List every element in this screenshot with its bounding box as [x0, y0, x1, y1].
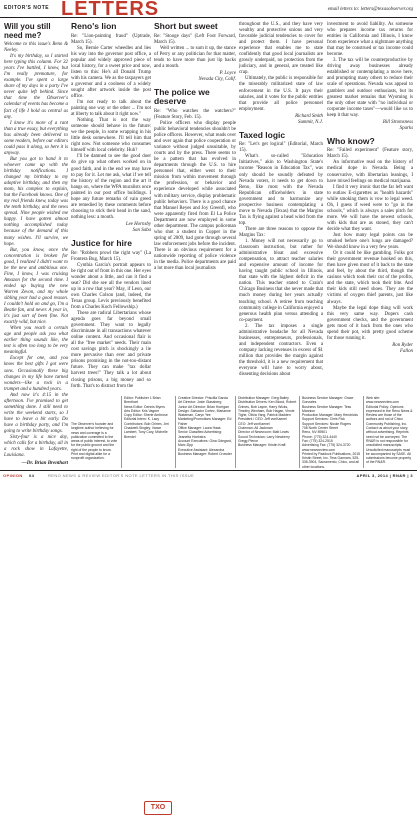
- masthead-title: LETTERS: [61, 0, 160, 20]
- editors-note-paragraph: I know it's more of a rant than a true essay, but everything has already been delivered to some readers, before our editors could pass it along, so here it is anyway.: [4, 120, 68, 156]
- letter-paragraph: Or it could be like gambling. Folks got their government revenue hooked on this, then have given most of it back to the state and feel, by about the third, though the casinos which took their cut of the profits, and the state, which took their bite. And their kids still need shoes. They are the victims of oxygen thief parents, just like always.: [327, 251, 413, 305]
- footer-nav[interactable]: RENO NEWS & REVIEW EDITOR'S NOTE LETTERS IN THIS ISSUE: [48, 473, 195, 478]
- letter-paragraph: Re: "Robbers prowl the right way" (La Frontera Bug, March 15).: [71, 250, 151, 262]
- letter-heading: Justice for hire: [71, 238, 132, 249]
- letters-column-4: [327, 22, 413, 357]
- letter-signature: P. Loyce Nevada City, Calif.: [198, 70, 236, 82]
- letter-paragraph: Ultimately, the public is responsible for the miserably militarized state of law enforcement in the U.S. It pays their salaries, and it votes for the public entities that provide all police personnel employment.: [239, 76, 323, 112]
- letter-paragraph: Nothing. That is not the way someone should behave in the future: we the people, in some wrapping in his little desk somewhere. I'll tell him that right now. Not someone who consumes himself with local celebrity. Huh?: [71, 118, 151, 154]
- staff-box-design: Creative Director: Priscilla Garcia Art Director: Josie Glassberg Junior Art Director: Brian Horrigan Design: Salvador Cortez, Marianne Wakeman, Caryn Yee Marketing/Promotions Manager: Ed Fisher Office Manager: Laura Haas Senior Classified Advertising: Jeanetta Hoekstra Account Executives: Gina Odegard, Marc Zipp Executive Assistant: Alexandra Business Manager: Robert Crowder: [175, 396, 233, 468]
- letter-paragraph: An informative read on the history of medical dope in Nevada. Being a conservative, with libertarian leanings, I have mixed feelings on medical marijuana.: [327, 160, 413, 184]
- editors-note-heading: Will you still need me?: [4, 22, 51, 40]
- letter-paragraph: I'm not ready to talk about the painting one way or the other ... I'm not at liberty to talk about it right now.": [71, 100, 151, 118]
- letter-paragraph: throughout the U.S., and they have very wealthy and protective unions and very favorable judicial tendencies to cover for and protect them. I have personal experience that enables me to state confidently that good local journalists are grossly underpaid, no protection from the judiciary, and in general, are treated like crap.: [239, 22, 323, 76]
- letter-heading: Short but sweet: [154, 21, 218, 31]
- letter-paragraph: These are radical Libertarians whose agenda goes far beyond small government. They want to legally discriminate in all transactions whatever online content. And occasional flair is all the "free market" needs. Their main cost savings pitch is shockingly a lie more pervasive than ever and private prisons promising in the not-too-distant future. They can make "tax dollar harvest trees!" They talk a lot about closing prisons, a big money and so forth. That's to distract from the: [71, 311, 151, 389]
- letter-paragraph: There are three reasons to oppose the Margins Tax:: [239, 226, 323, 238]
- editors-note-column: [4, 22, 68, 466]
- letter-paragraph: 3. The tax will be counterproductive by driving away businesses already established or contemplating a move here, and prompting many others to reduce their scale of operations. Nevada was appeal to gamblers and outdoor enthusiasts, but its greatest market remains that Wyoming is the only other state with "no individual or corporate income taxes"—would like us to keep it that way.: [327, 58, 413, 118]
- letter-paragraph: 1. Money will not necessarily go to classroom instruction, but rather for administrative bloat and excessive compensation, to attract teacher salaries and expensive amount of income for having taught public school in Illinois, that state with the highest deficit in the nation. This teacher stated to Crain's Chicago Business that she never made that much money during her years actually teaching school. A retiree from teaching community college in California enjoyed a generous health plan versus attending a co-payment.: [239, 239, 323, 323]
- editors-note-paragraph: It's my birthday, so I started here typing this column. For 32 years I've battled, I know, but I'm really premature, for example. I've spent a large share of my days in a party I've never quite left behind. Since that time the Observer's calendar of events has become a fact of life I hold as central as any.: [4, 54, 68, 120]
- staff-box-policy: Web site: www.newsreview.com Editorial Policy: Opinions expressed in the Reno News & Review are those of the authors and not of Chico Community Publishing, Inc. Contact us about your story, without advertising. Reprints need not be conveyed. The RN&R is not responsible for unsolicited manuscripts. Unsolicited manuscripts must be accompanied by SASE. All submissions become property of the RN&R.: [363, 396, 413, 468]
- letter-paragraph: Re: "Lion-painting fraud" (Uptrade, March 15).: [71, 33, 151, 45]
- letter-paragraph: Re: "Let's get logical" (Editorial, March 15).: [239, 142, 323, 154]
- mission-text: The Observer's founder and longtime author believing for news and coverage is a publication committed to the areas of public interest, to vote for the public ground and the right of the people to know. Print and digital alike for a nonprofit organization.: [71, 422, 118, 461]
- masthead-kicker: EDITOR'S NOTE: [4, 5, 50, 11]
- footer-date: APRIL 3, 2014 | RN&R | 3: [356, 473, 413, 478]
- editors-note-paragraph: Welcome to this issue's Reno & Neeley.: [4, 42, 68, 54]
- staff-box-distribution: Distribution Manager: Greg Bailey Distribution Drivers: Ken Blood, Robert Grimes, Bob Layne, Harry Wicks, Timothy Wenham, Bob Hagan, Vinnie Tighe, Olivia Yang, Patrick Madden President / CEO: Jeff vonKaenel CEO: Jeff vonKaenel Chairman: Ali Jackman Director of Newsroom: Matt Lewis Sound Technician: Larry Newberry Gregg Pierce Business Manager: Kristin Kraft: [235, 396, 297, 468]
- letter-heading: Who know?: [327, 135, 375, 146]
- letters-column-1: [71, 22, 151, 390]
- letter-signature: Ron Ryder Fallon: [392, 342, 413, 354]
- footer-section: OPINION: [3, 473, 23, 478]
- publication-logo: TXO: [144, 801, 172, 815]
- letter-paragraph: Re: "Failed experiment" (Feature story, March 15).: [327, 148, 413, 160]
- letter-paragraph: So, Bernie Carter wheedles and lies his way into the governor post office, a popular and widely approved piece of local history, for a sweet price and now, listen to this: He's all Donald Trump with his camera. We as the taxpayers get a governor and a coolness of a widely sought after artwork inside the post office.: [71, 45, 151, 99]
- editors-note-signature: —Dr. Brian Brenthart: [21, 461, 68, 467]
- editors-note-paragraph: But, you know, once the concentration is broken for good, I realized I didn't want to be the new and ambitious one. Fine, I know, I was cruising Amazon for the second time. I ended up buying the new Warren Zevon, and my whole sibling year had a good reason. I couldn't hold on and go, I'm a Beatle fan, and never. A year in, it's just sort of been fine. Not exactly wild, but nice.: [4, 247, 68, 326]
- letter-paragraph: Police officers who display people public behavioral tendencies shouldn't be police officers. However, what reads over and over again that police cooperation or variance without judged unsuitable, by courts and by the press. There seems to be a pattern that has evolved in departments through the U.S. to hire personnel that, either went to their mission from within movement through the profession, or behavior and experience developed while associated with military service, display problematic public behaviors. There is a good chance that Manuel Reyes and Joy Greenfi, who were apparently fired from El La Police Department are now employed in some other department. The campus policeman who shot a student in Copper in the spring of 2009, had gone through several law enforcement jobs before the incident. There is an obvious requirement for a nationwide reporting of police violence in the media. Police departments are paid a lot more than local journalists: [154, 120, 236, 272]
- editors-note-paragraph: Except for one, and you know the best gifts I got were sons. Occasionally these big changes in my life have turned wonders—like a rock in a trumpet and a hundred years.: [4, 356, 68, 392]
- editors-note-paragraph: And now it's 4:15 in the afternoon. I've promised to get something done. I still need to write the weekend starts, so I have to leave a bit early. Do have a birthday party, and I'm going to write birthday songs.: [4, 392, 68, 434]
- letter-paragraph: What's so-called "Education Initiatives," akin to Washington State's income "Reason in Education Tax", was only should be soundly defeated by Nevada voters, it needs to get down to Reno, like most with the Nevada Republican officeholders in state government and to harmonize any prospective business contemplating a move to Nevada (Texas) that the Margins Tax is flying against a head wind from the top.: [239, 154, 323, 226]
- letter-paragraph: Well written ... to sum it up, the stance of Perry or any politician for that matter, tends to have more than just lip hacks and a mouth.: [154, 45, 236, 69]
- letter-paragraph: Re: "Stooge days" (Left Foot Forward, March 15).: [154, 33, 236, 45]
- letter-signature: Richard Smith Summit, N.J.: [295, 113, 323, 125]
- letter-paragraph: 2. The tax imposes a single administrative headache for all Nevada businesses, entrepreneurs, professionals, and independent contractors. Even a company lacking revenues in excess of $1 million that provides the margin against the threshold, it is a new requirement that everyone will have to worry about, dissenting decisions about: [239, 323, 323, 378]
- letter-paragraph: I find it very ironic that the far left want to outlaw E-cigarettes as "health hazards" while smoking them is vow to legal weed. Oh, I guess if weed were to "go in the schools," which is always a sales pitch for more. We will have the newest schools, with kids that are as stoned, they can't decide what they want.: [327, 184, 413, 232]
- editors-note-paragraph: But you got to hand it to whoever came up with the birthday notifications. I changed my birthday to my adoptive birthday, and then my mom, his complex to explain, but the Facebook knows. One of my real friends knew, today was the tenth birthday, and the news spread. Nine people wished me happy. I have gotten almost nothing accomplished today because of the demand of this many wishes. I'll survive, we hope.: [4, 156, 68, 247]
- letter-heading: The police we deserve: [154, 86, 210, 107]
- letters-column-3: [239, 22, 323, 378]
- page-footer: [0, 470, 417, 480]
- letter-paragraph: investment to avoid liability. As someone who prepares income tax returns for entities in California and Illinois, I know from experience what a nightmare anything that may be construed or tax income could become.: [327, 22, 413, 58]
- letter-paragraph: Just how many legal points can be smoked before one's lungs are damaged? We should know in a very few years.: [327, 233, 413, 251]
- letter-signature: Lee Hornsby San Saba: [125, 221, 151, 233]
- letter-paragraph: Maybe the legal dope thing will work this very same way. Dopers cash government checks, and the government gets most of it back from the ones who spend their pot, with pretty good scheme for those running it.: [327, 305, 413, 341]
- masthead: [0, 0, 417, 18]
- letter-paragraph: Re: "Who watches the watchers?" (Feature Story, Feb. 15).: [154, 108, 236, 120]
- editors-note-paragraph: Sixty-four is a nice day, which calls for a birthday, all in a rock show in Lafayette, Louisiana.: [4, 435, 68, 459]
- letters-column-2: [154, 22, 236, 272]
- staff-box-editorial: Editor: Publisher 1 Brian Brenthart News Editor: Dennis Myers Arts Editor: Kris Vagner Copy Editor: Sherie Ambrose Editorial Intern: K. Lacy Contributors: Bob Grimm, Jeri Chadwell-Singley, Vance Lambert, Tony Cary, Michelle Brendel: [121, 396, 173, 468]
- editors-note-paragraph: When you reach a certain age and people ask you what earlier thing sounds like, the test is often too long to be very meaningful.: [4, 326, 68, 356]
- letters-email-line[interactable]: email letters to: letters@texasobserver.org: [327, 7, 413, 12]
- letter-heading: Taxed logic: [239, 129, 286, 140]
- letter-signature: Bill Stromsness Sparks: [382, 119, 413, 131]
- staff-box-business: Business Service Manager: Grace Gonzales Business Service Manager: Tess Mannion Production Manager: Mary Hendricks Support Services: Chris Fisk Support Services: Nicole Rogers 708 North Center Street Reno, NV 89501 Phone: (775) 324-4440 Fax: (775) 324-2515 Advertising Fax: (775) 324-3720 www.newsreview.com Printed by Paddock Publications, 2015 Kristin Street, Inc. Tess Gannam, 525-335-3904, Sacramento, Chico, and all other locations.: [299, 396, 361, 468]
- footer-page-number: 04: [29, 473, 35, 478]
- letter-paragraph: Cynthia Garcia's portrait appears to be right out of front in this one. Her eyes wonder about a little, and can it find a seat? Did she see all the vendors lined up in a row that year? May, if Leon, our own Charles Colson (and, indeed, the Texas group. Levis previously benefited from a Charles Koch Fellowship.): [71, 262, 151, 310]
- letter-paragraph: I'll be damned to see the good doer do give up what others worked on in good faith, and in the end we may have to pay for it. Let me ask, what if we tell the history of the region and the art it hangs on, where the WPA muralists once painted in our post office buildings. I hope any future remarks of vain greed are remedied by these comments before choosing to stick their head in the sand, nothing less: a mouth.: [71, 154, 152, 220]
- letter-heading: Reno's lion: [71, 21, 117, 31]
